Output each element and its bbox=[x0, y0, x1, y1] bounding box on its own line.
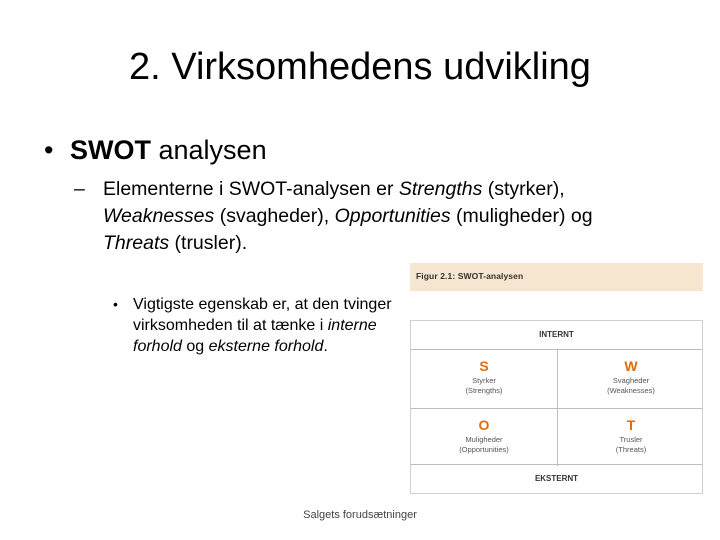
term-weaknesses: Weaknesses bbox=[103, 205, 215, 227]
swot-english: (Strengths) bbox=[465, 386, 503, 395]
term-opportunities: Opportunities bbox=[334, 205, 451, 227]
bullet-swot bbox=[44, 132, 267, 168]
swot-name: Styrker bbox=[472, 376, 496, 385]
swot-name: Svagheder bbox=[612, 376, 650, 385]
bullet-elements bbox=[74, 176, 634, 257]
swot-letter: O bbox=[478, 417, 490, 433]
text-run: (trusler). bbox=[169, 232, 248, 254]
figure-header bbox=[410, 263, 703, 291]
text-run: Elementerne i SWOT-analysen er bbox=[103, 178, 399, 200]
swot-letter: W bbox=[624, 358, 638, 374]
swot-cell-strengths bbox=[411, 350, 557, 408]
text-run: Vigtigste egenskab er, at den tvinger virksomheden til at tænke i bbox=[133, 296, 392, 334]
swot-letter: S bbox=[479, 358, 489, 374]
swot-english: (Opportunities) bbox=[459, 445, 509, 454]
swot-name: Muligheder bbox=[465, 435, 503, 444]
text-run: . bbox=[323, 338, 328, 355]
text-run: (muligheder) og bbox=[450, 205, 593, 227]
term-internal: interne forhold bbox=[133, 317, 377, 355]
swot-english: (Threats) bbox=[615, 445, 647, 454]
bullet-swot-rest: analysen bbox=[151, 135, 267, 165]
term-external: eksterne forhold bbox=[208, 338, 324, 355]
swot-figure bbox=[410, 320, 703, 494]
figure-title: Figur 2.1: SWOT-analysen bbox=[416, 271, 524, 281]
bullet-dot: • bbox=[113, 296, 118, 312]
text-run: (styrker), bbox=[482, 178, 565, 200]
term-threats: Threats bbox=[103, 232, 170, 254]
slide-title: 2. Virksomhedens udvikling bbox=[129, 46, 591, 88]
label-external: EKSTERNT bbox=[411, 464, 702, 493]
bullet-dot: • bbox=[44, 135, 54, 165]
bullet-key-feature bbox=[113, 294, 393, 357]
bullet-elements-text bbox=[103, 176, 634, 257]
slide-footer: Salgets forudsætninger bbox=[303, 509, 417, 521]
swot-grid bbox=[411, 349, 702, 466]
label-internal: INTERNT bbox=[539, 330, 574, 339]
swot-cell-opportunities bbox=[411, 409, 557, 467]
swot-letter: T bbox=[626, 417, 636, 433]
bullet-key-feature-text bbox=[133, 294, 393, 357]
bullet-dash: – bbox=[74, 178, 85, 200]
bullet-swot-bold: SWOT bbox=[70, 135, 151, 165]
swot-cell-threats bbox=[558, 409, 704, 467]
swot-cell-weaknesses bbox=[558, 350, 704, 408]
text-run: (svagheder), bbox=[214, 205, 335, 227]
term-strengths: Strengths bbox=[398, 178, 483, 200]
swot-name: Trusler bbox=[619, 435, 643, 444]
swot-english: (Weaknesses) bbox=[607, 386, 655, 395]
text-run: og bbox=[181, 338, 209, 355]
